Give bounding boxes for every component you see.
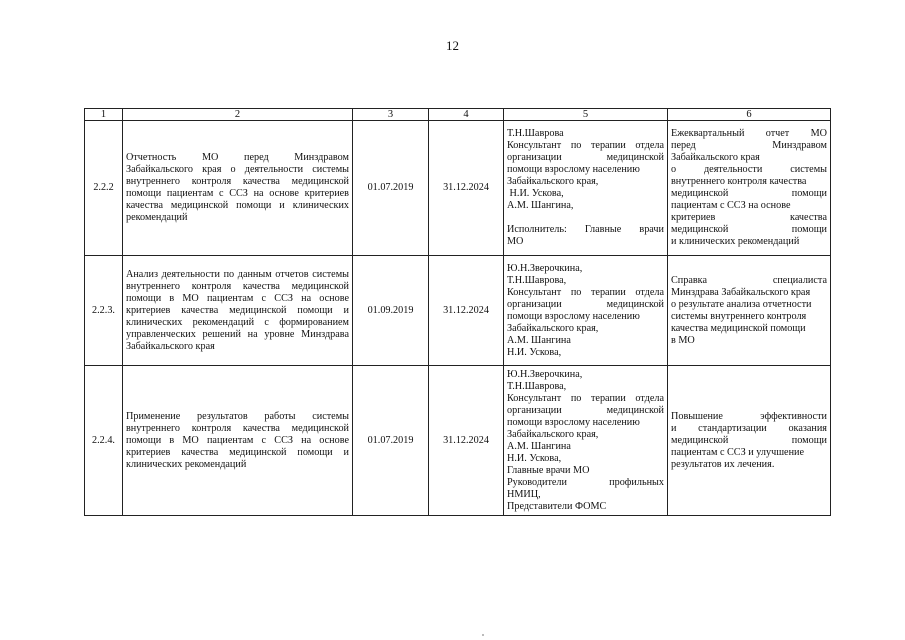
responsible-line: Главные врачи МО	[507, 464, 590, 476]
result-line: системы внутреннего контроля	[671, 310, 807, 322]
result-cell	[668, 256, 831, 366]
result-line: пациентам с ССЗ на основе	[671, 200, 791, 211]
responsible-line: Т.Н.Шаврова	[507, 128, 564, 139]
responsible-line: Н.И. Ускова,	[507, 452, 562, 464]
responsible-line: Забайкальского края,	[507, 428, 599, 440]
result-line: медицинской помощи	[671, 434, 827, 446]
responsible-line: Представители ФОМС	[507, 500, 607, 512]
plan-table	[84, 108, 831, 516]
responsible-line: помощи взрослому населению	[507, 164, 640, 175]
responsible-line: помощи взрослому населению	[507, 416, 640, 428]
responsible-line: помощи взрослому населению	[507, 310, 640, 322]
activity-cell: Отчетность МО перед Минздравом Забайкальского края о деятельности системы внутреннего контроля качества медицинской помощи пациентам с ССЗ на основе критериев качества медицинской помощи и клинических рекомендаций	[123, 121, 353, 256]
responsible-line: Исполнитель: Главные врачи	[507, 224, 664, 235]
start-date: 01.09.2019	[353, 256, 429, 366]
result-cell	[668, 121, 831, 256]
scan-speck	[482, 634, 484, 636]
result-line: пациентам с ССЗ и улучшение	[671, 446, 804, 458]
responsible-line: Руководители профильных	[507, 476, 664, 488]
responsible-line: Т.Н.Шаврова,	[507, 274, 567, 286]
result-line: Минздрава Забайкальского края	[671, 286, 811, 298]
result-line: и стандартизации оказания	[671, 422, 827, 434]
responsible-line: организации медицинской	[507, 298, 664, 310]
column-header: 3	[353, 109, 429, 121]
responsible-line: Забайкальского края,	[507, 176, 599, 187]
responsible-line: НМИЦ,	[507, 488, 541, 500]
result-line: Ежеквартальный отчет МО	[671, 128, 827, 139]
responsible-cell	[504, 366, 668, 516]
responsible-line: А.М. Шангина	[507, 334, 571, 346]
end-date: 31.12.2024	[429, 256, 504, 366]
responsible-line: Консультант по терапии отдела	[507, 140, 664, 151]
responsible-line: Н.И. Ускова,	[507, 346, 562, 358]
result-line: перед Минздравом	[671, 140, 827, 151]
responsible-line: организации медицинской	[507, 404, 664, 416]
end-date: 31.12.2024	[429, 121, 504, 256]
result-cell	[668, 366, 831, 516]
result-line: о результате анализа отчетности	[671, 298, 812, 310]
responsible-line: А.М. Шангина,	[507, 200, 574, 211]
page-number: 12	[446, 38, 459, 53]
result-line: и клинических рекомендаций	[671, 236, 800, 247]
table-row	[85, 256, 831, 366]
item-number: 2.2.2	[85, 121, 123, 256]
responsible-cell	[504, 121, 668, 256]
result-line: медицинской помощи	[671, 188, 827, 199]
column-header: 5	[504, 109, 668, 121]
end-date: 31.12.2024	[429, 366, 504, 516]
responsible-line: Н.И. Ускова,	[507, 188, 564, 199]
result-line: Повышение эффективности	[671, 410, 827, 422]
item-number: 2.2.3.	[85, 256, 123, 366]
start-date: 01.07.2019	[353, 366, 429, 516]
table-row	[85, 366, 831, 516]
result-line: внутреннего контроля качества	[671, 176, 807, 187]
spacer	[507, 212, 664, 224]
responsible-line: Консультант по терапии отдела	[507, 286, 664, 298]
column-header: 6	[668, 109, 831, 121]
responsible-line: Т.Н.Шаврова,	[507, 380, 567, 392]
item-number: 2.2.4.	[85, 366, 123, 516]
activity-cell: Анализ деятельности по данным отчетов системы внутреннего контроля качества медицинской помощи в МО пациентам с ССЗ на основе критериев качества медицинской помощи и клинических рекомендаций с формированием управленческих решений на уровне Минздрава Забайкальского края	[123, 256, 353, 366]
result-line: Забайкальского края	[671, 152, 760, 163]
table-row	[85, 121, 831, 256]
responsible-line: МО	[507, 236, 524, 247]
column-header: 2	[123, 109, 353, 121]
start-date: 01.07.2019	[353, 121, 429, 256]
responsible-line: Забайкальского края,	[507, 322, 599, 334]
responsible-line: Ю.Н.Зверочкина,	[507, 368, 583, 380]
column-header: 1	[85, 109, 123, 121]
responsible-line: организации медицинской	[507, 152, 664, 163]
result-line: результатов их лечения.	[671, 458, 775, 470]
header-row	[85, 109, 831, 121]
responsible-cell	[504, 256, 668, 366]
column-header: 4	[429, 109, 504, 121]
result-line: медицинской помощи	[671, 224, 827, 235]
activity-cell: Применение результатов работы системы внутреннего контроля качества медицинской помощи в МО пациентам с ССЗ на основе критериев качества медицинской помощи и клинических рекомендаций	[123, 366, 353, 516]
result-line: Справка специалиста	[671, 274, 827, 286]
result-line: качества медицинской помощи	[671, 322, 806, 334]
result-line: о деятельности системы	[671, 164, 827, 175]
responsible-line: А.М. Шангина	[507, 440, 571, 452]
result-line: в МО	[671, 334, 695, 346]
responsible-line: Консультант по терапии отдела	[507, 392, 664, 404]
responsible-line: Ю.Н.Зверочкина,	[507, 262, 583, 274]
result-line: критериев качества	[671, 212, 827, 223]
